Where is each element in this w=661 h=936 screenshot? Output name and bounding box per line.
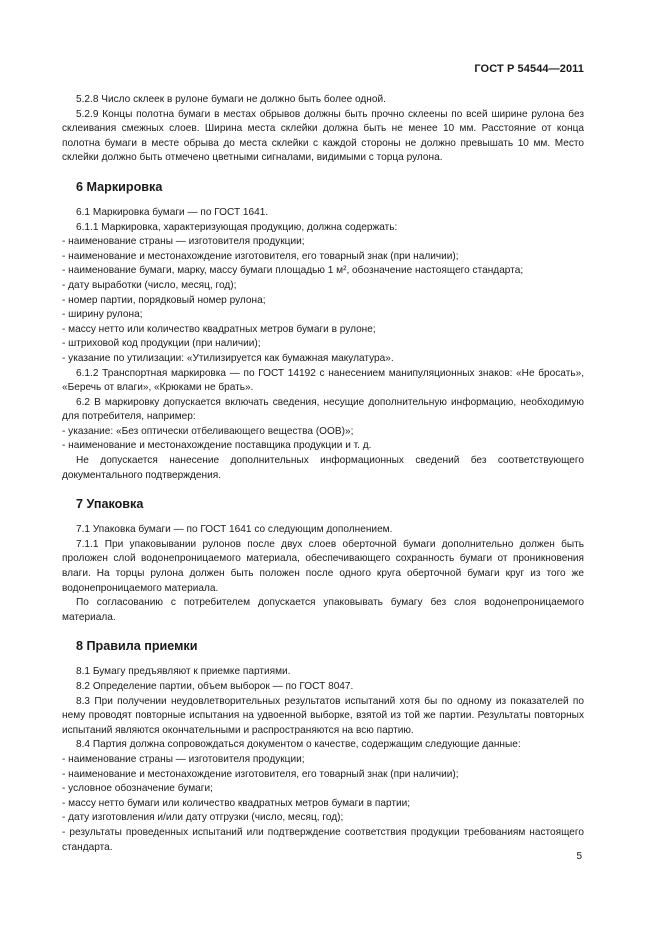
- paragraph-6-1-2: 6.1.2 Транспортная маркировка — по ГОСТ 14192 с нанесением манипуляционных знаков: «Не бросать», «Беречь от влаги», «Крюками не брать».: [62, 367, 584, 394]
- list-item: - наименование и местонахождение изготовителя, его товарный знак (при наличии);: [62, 250, 459, 262]
- paragraph-6-1: 6.1 Маркировка бумаги — по ГОСТ 1641.: [76, 206, 269, 218]
- paragraph-6-2: 6.2 В маркировку допускается включать сведения, несущие дополнительную информацию, необходимую для потребителя, например:: [62, 396, 584, 423]
- list-item: - наименование и местонахождение изготовителя, его товарный знак (при наличии);: [62, 768, 459, 780]
- list-item: - указание по утилизации: «Утилизируется как бумажная макулатура».: [62, 352, 394, 364]
- list-item-results: - результаты проведенных испытаний или подтверждение соответствия продукции требованиям настоящего стандарта.: [62, 826, 584, 853]
- paragraph-8-2: 8.2 Определение партии, объем выборок — по ГОСТ 8047.: [76, 681, 354, 692]
- paragraph-5-2-9: 5.2.9 Концы полотна бумаги в местах обрывов должны быть прочно склеены по всей ширине рулона без склеивания смежных слоев. Ширина места склейки должна быть не менее 10 мм. Расстояние от конца полотна бумаги в месте обрыва до места склейки с каждой стороны не должно превышать 10 мм. Место склейки должно быть отмечено цветными сигналами, видимыми с торца рулона.: [62, 108, 584, 164]
- paragraph-6-note: Не допускается нанесение дополнительных информационных сведений без соответствующего документального подтверждения.: [62, 455, 584, 481]
- paragraph-7-note: По согласованию с потребителем допускается упаковывать бумагу без слоя водонепроницаемого материала.: [62, 597, 584, 623]
- paragraph-6-1-1: 6.1.1 Маркировка, характеризующая продукцию, должна содержать:: [76, 221, 398, 233]
- list-item: - указание: «Без оптически отбеливающего вещества (ООВ)»;: [62, 425, 354, 437]
- list-item: - массу нетто бумаги или количество квадратных метров бумаги в партии;: [62, 797, 411, 809]
- list-item: - массу нетто или количество квадратных метров бумаги в рулоне;: [62, 323, 376, 335]
- paragraph-7-1-1: 7.1.1 При упаковывании рулонов после двух слоев оберточной бумаги дополнительно должен быть проложен слой водонепроницаемого материала, обеспечивающего сохранность бумаги от проникновения влаги. На торцы рулона должен быть положен после одного круга оберточной бумаги круг из того же водонепроницаемого материала.: [62, 538, 584, 594]
- list-item: - наименование страны — изготовителя продукции;: [62, 236, 305, 248]
- paragraph-7-1: 7.1 Упаковка бумаги — по ГОСТ 1641 со следующим дополнением.: [76, 524, 393, 536]
- page-content: [62, 93, 584, 855]
- list-item: - наименование бумаги, марку, массу бумаги площадью 1 м², обозначение настоящего стандарта;: [62, 265, 524, 277]
- document-code-header: ГОСТ Р 54544—2011: [474, 63, 584, 75]
- quality-document-list: [62, 753, 584, 826]
- list-item: - дату выработки (число, месяц, год);: [62, 279, 237, 291]
- section-7-heading: 7 Упаковка: [76, 497, 144, 512]
- paragraph-5-2-8: 5.2.8 Число склеек в рулоне бумаги не должно быть более одной.: [76, 94, 386, 105]
- marking-list: [62, 235, 584, 366]
- list-item: - ширину рулона;: [62, 309, 143, 321]
- list-item: - штриховой код продукции (при наличии);: [62, 338, 261, 350]
- paragraph-8-3: 8.3 При получении неудовлетворительных результатов испытаний хотя бы по одному из показателей по нему проводят повторные испытания на удвоенной выборке, взятой из той же партии. Результаты повторных испытаний являются окончательными и распространяются на всю партию.: [62, 695, 584, 736]
- paragraph-8-4: 8.4 Партия должна сопровождаться документом о качестве, содержащим следующие данные:: [76, 739, 521, 751]
- additional-info-list: [62, 425, 584, 454]
- page-number: 5: [576, 851, 582, 862]
- section-8-heading: 8 Правила приемки: [76, 639, 198, 654]
- list-item: - условное обозначение бумаги;: [62, 783, 213, 795]
- paragraph-8-1: 8.1 Бумагу предъявляют к приемке партиями.: [76, 666, 291, 678]
- list-item: - наименование и местонахождение поставщика продукции и т. д.: [62, 440, 372, 452]
- list-item: - номер партии, порядковый номер рулона;: [62, 294, 266, 306]
- list-item: - наименование страны — изготовителя продукции;: [62, 753, 305, 765]
- list-item: - дату изготовления и/или дату отгрузки (число, месяц, год);: [62, 812, 344, 824]
- section-6-heading: 6 Маркировка: [76, 179, 163, 194]
